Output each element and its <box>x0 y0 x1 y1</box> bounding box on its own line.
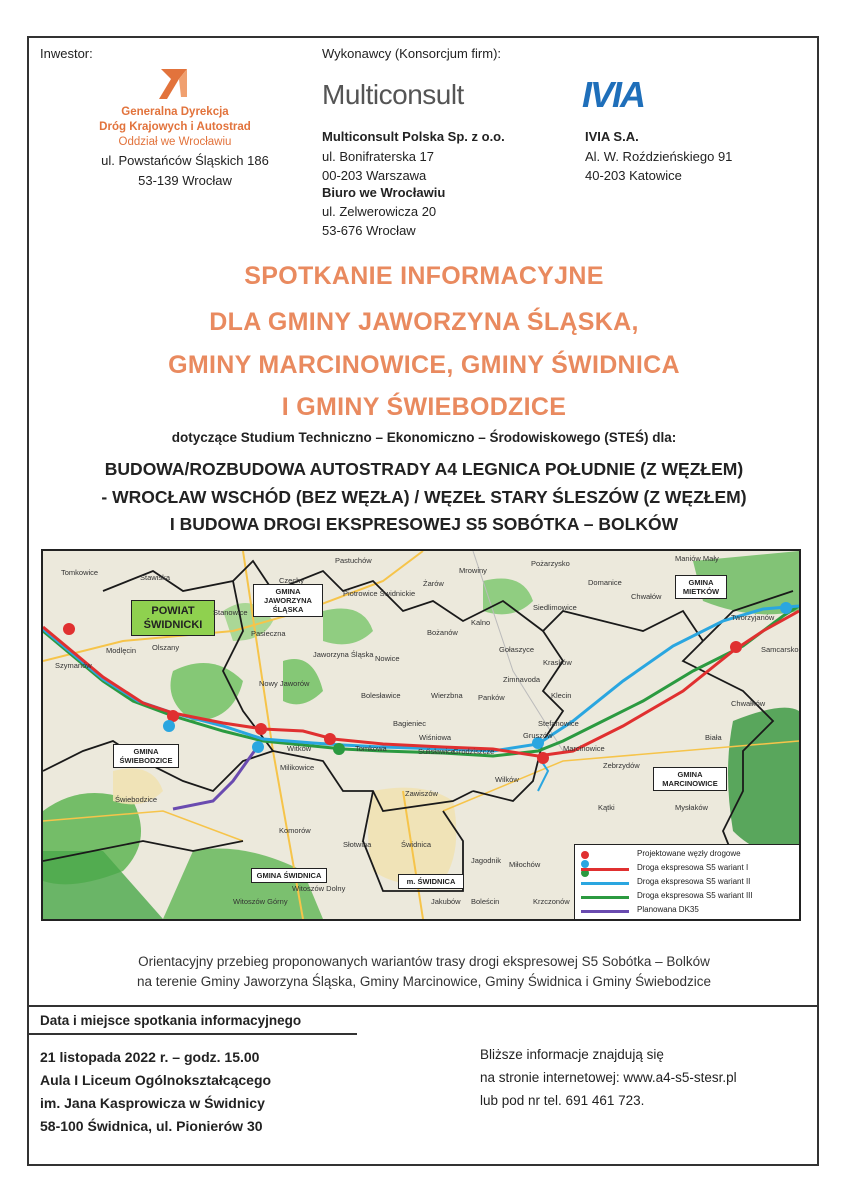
contractors-label: Wykonawcy (Konsorcjum firm): <box>322 46 502 61</box>
title-line1: SPOTKANIE INFORMACYJNE <box>244 262 604 290</box>
investor-address2: 53-139 Wrocław <box>138 173 232 188</box>
map-legend <box>574 844 800 920</box>
info-line3: lub pod nr tel. 691 461 723. <box>480 1093 645 1108</box>
place-label: Bagieniec <box>393 719 426 728</box>
place-label: Zimnavoda <box>503 675 541 684</box>
meeting-place1: Aula I Liceum Ogólnokształcącego <box>40 1072 272 1088</box>
place-label: Boleścin <box>471 897 500 906</box>
investor-label: Inwestor: <box>40 46 93 61</box>
place-label: Czechy <box>279 576 305 585</box>
info-line2: na stronie internetowej: www.a4-s5-stesr.pl <box>480 1070 737 1085</box>
legend-swatch <box>581 910 629 913</box>
map-caption-line1: Orientacyjny przebieg proponowanych wariantów trasy drogi ekspresowej S5 Sobótka – Bolków <box>138 954 710 969</box>
place-label: Chwałków <box>731 699 766 708</box>
place-label: Szymanów <box>55 661 92 670</box>
place-label: Modlęcin <box>106 646 137 655</box>
place-label: Jakubów <box>431 897 461 906</box>
place-label: Wierzbna <box>431 691 463 700</box>
place-label: Samcarsko <box>761 645 799 654</box>
map-caption-line2: na terenie Gminy Jaworzyna Śląska, Gminy Marcinowice, Gminy Świdnica i Gminy Świebodzice <box>137 974 711 989</box>
place-label: Miłochów <box>509 860 541 869</box>
legend-node-dots <box>581 850 592 877</box>
place-label: Witoszów Dolny <box>292 884 346 893</box>
project-line3: I BUDOWA DROGI EKSPRESOWEJ S5 SOBÓTKA – BOLKÓW <box>169 514 679 534</box>
multiconsult-address2: 00-203 Warszawa <box>322 168 427 183</box>
place-label: Mrowiny <box>459 566 487 575</box>
place-label: Siedlimowice <box>533 603 577 612</box>
place-label: Domanice <box>588 578 622 587</box>
place-label: Kątki <box>598 803 615 812</box>
gmina-marcinowice-label: GMINA MARCINOWICE <box>653 767 727 791</box>
place-label: Stefanowice <box>538 719 579 728</box>
multiconsult-logo: Multiconsult <box>322 79 464 110</box>
place-label: Krzczonów <box>533 897 570 906</box>
place-label: Pożarzysko <box>531 559 570 568</box>
place-label: Świdnica <box>401 840 432 849</box>
place-label: Witoszów Górny <box>233 897 288 906</box>
meeting-place3: 58-100 Świdnica, ul. Pionierów 30 <box>40 1118 263 1134</box>
meeting-header: Data i miejsce spotkania informacyjnego <box>40 1013 302 1028</box>
place-label: Piotrowice Świdnickie <box>343 589 416 598</box>
gmina-swiebodzice-label: GMINA ŚWIEBODZICE <box>113 744 179 768</box>
multiconsult-office-address2: 53-676 Wrocław <box>322 223 416 238</box>
subtitle: dotyczące Studium Techniczno – Ekonomiczno – Środowiskowego (STEŚ) dla: <box>171 430 677 445</box>
place-label: Kalno <box>471 618 491 627</box>
title-line2: DLA GMINY JAWORZYNA ŚLĄSKA, <box>209 308 639 336</box>
ivia-address1: Al. W. Roździeńskiego 91 <box>585 149 733 164</box>
place-label: Gruszów <box>523 731 553 740</box>
legend-variant3-label: Droga ekspresowa S5 wariant III <box>637 891 753 900</box>
project-line2: - WROCŁAW WSCHÓD (BEZ WĘZŁA) / WĘZEŁ STARY ŚLESZÓW (Z WĘZŁEM) <box>101 487 747 507</box>
legend-swatch <box>581 868 629 871</box>
gmina-jaworzyna-label: GMINA JAWORZYNA ŚLĄSKA <box>253 584 323 617</box>
divider <box>27 1033 357 1035</box>
place-label: Tworzyjanów <box>731 613 775 622</box>
multiconsult-office: Biuro we Wrocławiu <box>322 185 446 200</box>
place-label: Gołaszyce <box>499 645 535 654</box>
place-label: Nowice <box>375 654 400 663</box>
place-label: Słotwina <box>343 840 372 849</box>
place-label: Jaworzyna Śląska <box>313 650 374 659</box>
legend-variant1-label: Droga ekspresowa S5 wariant I <box>637 863 749 872</box>
legend-variant2-label: Droga ekspresowa S5 wariant II <box>637 877 751 886</box>
gmina-m-swidnica-label: m. ŚWIDNICA <box>398 874 464 889</box>
meeting-place2: im. Jana Kasprowicza w Świdnicy <box>40 1095 265 1111</box>
investor-org-line3: Oddział we Wrocławiu <box>118 136 232 148</box>
place-label: Stawiska <box>140 573 171 582</box>
multiconsult-name: Multiconsult Polska Sp. z o.o. <box>322 129 505 144</box>
place-label: Nowy Jaworów <box>259 679 310 688</box>
gmina-mietkow-label: GMINA MIETKÓW <box>675 575 727 599</box>
place-label: Grodziszcze <box>453 747 495 756</box>
place-label: Komorów <box>279 826 311 835</box>
place-label: Klecin <box>551 691 572 700</box>
place-label: Tomkowa <box>355 744 387 753</box>
place-label: Chwałów <box>631 592 662 601</box>
investor-address1: ul. Powstańców Śląskich 186 <box>101 153 269 168</box>
divider <box>27 1005 819 1007</box>
legend-dk35-label: Planowana DK35 <box>637 905 699 914</box>
place-label: Tomkowice <box>61 568 99 577</box>
place-label: Pastuchów <box>335 556 372 565</box>
title-line4: I GMINY ŚWIEBODZICE <box>281 393 567 421</box>
place-label: Olszany <box>152 643 180 652</box>
legend-nodes-label: Projektowane węzły drogowe <box>637 849 741 858</box>
place-label: Sulisławice <box>418 747 456 756</box>
place-label: Zebrzydów <box>603 761 640 770</box>
place-label: Wiśniowa <box>419 733 452 742</box>
ivia-address2: 40-203 Katowice <box>585 168 682 183</box>
place-label: Milikowice <box>280 763 315 772</box>
gmina-swidnica-label: GMINA ŚWIDNICA <box>251 868 327 883</box>
place-label: Panków <box>478 693 505 702</box>
multiconsult-office-address1: ul. Zelwerowicza 20 <box>322 204 437 219</box>
place-label: Żarów <box>423 579 444 588</box>
ivia-name: IVIA S.A. <box>585 129 639 144</box>
route-map <box>41 549 801 921</box>
place-label: Pasieczna <box>251 629 286 638</box>
place-label: Biała <box>705 733 722 742</box>
place-label: Witków <box>287 744 312 753</box>
investor-org-line1: Generalna Dyrekcja <box>121 106 229 118</box>
place-label: Wilków <box>495 775 519 784</box>
place-label: Zawiszów <box>405 789 438 798</box>
meeting-date: 21 listopada 2022 r. – godz. 15.00 <box>40 1049 260 1065</box>
place-label: Mysłaków <box>675 803 708 812</box>
project-line1: BUDOWA/ROZBUDOWA AUTOSTRADY A4 LEGNICA POŁUDNIE (Z WĘZŁEM) <box>104 459 744 479</box>
place-label: Świebodzice <box>115 795 158 804</box>
legend-swatch <box>581 896 629 899</box>
ivia-logo: IVIA <box>582 74 645 115</box>
place-label: Bożanów <box>427 628 458 637</box>
place-label: Krasków <box>543 658 572 667</box>
place-label: Jagodnik <box>471 856 502 865</box>
legend-swatch <box>581 882 629 885</box>
place-label: Marcinowice <box>563 744 605 753</box>
multiconsult-address1: ul. Bonifraterska 17 <box>322 149 435 164</box>
place-label: Stanowice <box>213 608 248 617</box>
info-line1: Bliższe informacje znajdują się <box>480 1047 664 1062</box>
powiat-label: POWIAT ŚWIDNICKI <box>131 600 215 636</box>
title-line3: GMINY MARCINOWICE, GMINY ŚWIDNICA <box>168 351 680 379</box>
investor-org-line2: Dróg Krajowych i Autostrad <box>99 121 251 133</box>
place-label: Bolesławice <box>361 691 401 700</box>
gddkia-logo-icon <box>157 67 191 101</box>
place-label: Maniów Mały <box>675 554 719 563</box>
